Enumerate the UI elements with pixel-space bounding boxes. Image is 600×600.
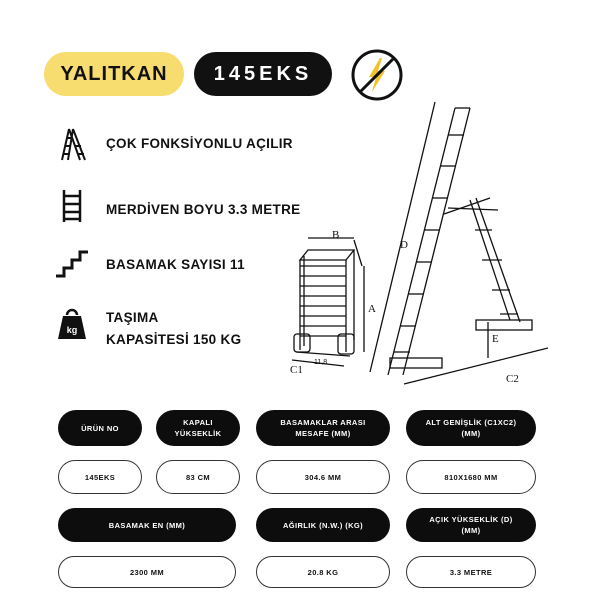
spec-label-open-height [406, 508, 536, 542]
straight-ladder-icon [54, 188, 90, 224]
kg-weight-icon [54, 306, 90, 342]
label-b: B [332, 229, 340, 241]
insulated-badge: YALITKAN [44, 52, 184, 96]
spec-label-base-width-line2: (MM) [461, 429, 481, 438]
spec-label-step-distance [256, 410, 390, 446]
spec-value-step-distance: 304.6 MM [256, 460, 390, 494]
spec-label-closed-height-line1: KAPALI [183, 418, 213, 427]
spec-value-base-width: 810X1680 MM [406, 460, 536, 494]
open-ladder-drawing [370, 102, 548, 384]
feature-steps: BASAMAK SAYISI 11 [106, 257, 245, 272]
feature-capacity-line1: TAŞIMA [106, 310, 159, 325]
label-width: 11,8 [314, 359, 328, 366]
spec-label-closed-height [156, 410, 240, 446]
label-e: E [492, 333, 499, 345]
ladder-diagram [270, 90, 570, 400]
feature-multifunction: ÇOK FONKSİYONLU AÇILIR [106, 136, 293, 151]
spec-value-open-height: 3.3 METRE [406, 556, 536, 588]
spec-value-step-width: 2300 MM [58, 556, 236, 588]
stairs-icon [54, 246, 90, 282]
spec-label-step-width: BASAMAK EN (MM) [58, 508, 236, 542]
closed-ladder-drawing [292, 238, 364, 366]
a-frame-ladder-icon [54, 126, 90, 162]
label-c1: C1 [290, 364, 303, 376]
label-a: A [368, 303, 376, 315]
spec-label-step-distance-line1: BASAMAKLAR ARASI [280, 418, 366, 427]
label-d: D [400, 239, 408, 251]
spec-label-open-height-line1: AÇIK YÜKSEKLİK (D) [429, 515, 513, 524]
spec-label-closed-height-line2: YÜKSEKLİK [174, 429, 222, 438]
label-c2: C2 [506, 373, 519, 385]
spec-value-weight: 20.8 KG [256, 556, 390, 588]
model-badge: 145EKS [194, 52, 332, 96]
spec-label-base-width [406, 410, 536, 446]
spec-label-weight: AĞIRLIK (N.W.) (KG) [256, 508, 390, 542]
feature-capacity-line2: KAPASİTESİ 150 KG [106, 332, 242, 347]
spec-label-base-width-line1: ALT GENİŞLİK (C1XC2) [425, 418, 517, 427]
spec-label-step-distance-line2: MESAFE (MM) [295, 429, 351, 438]
spec-value-closed-height: 83 CM [156, 460, 240, 494]
spec-label-open-height-line2: (MM) [461, 526, 481, 535]
spec-value-product-no: 145EKS [58, 460, 142, 494]
spec-label-product-no: ÜRÜN NO [58, 410, 142, 446]
svg-text:kg: kg [66, 325, 78, 335]
feature-length: MERDİVEN BOYU 3.3 METRE [106, 202, 301, 217]
